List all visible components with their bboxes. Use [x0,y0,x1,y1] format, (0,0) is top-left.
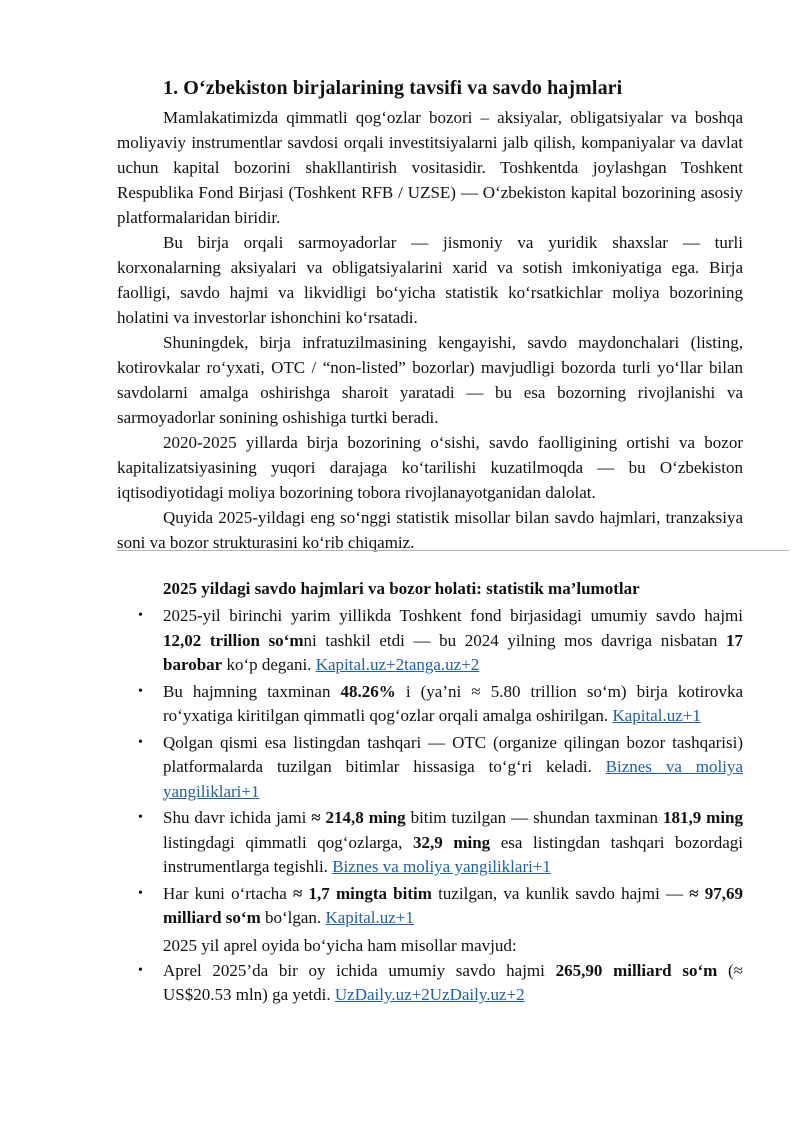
source-link[interactable]: Biznes va moliya yangiliklari+1 [163,757,743,801]
item-text: i (ya’ni ≈ 5.80 trillion so‘m) birja kotirovka ro‘yxatiga kiritilgan qimmatli qog‘ozlar orqali amalga oshirilgan. [163,681,743,725]
item-text: bo‘lgan. [260,908,326,927]
source-link[interactable]: UzDaily.uz+2UzDaily.uz+2 [334,985,525,1004]
paragraph: Mamlakatimizda qimmatli qog‘ozlar bozori – aksiyalar, obligatsiyalar va boshqa moliyaviy instrumentlar savdosi orqali investitsiyalarni jalb qilish, kompaniyalar va davlat uchun kapital bozorini shakllantirish vositasidir. Toshkentda joylashgan Toshkent Respublika Fond Birjasi (Toshkent RFB / UZSE) — O‘zbekiston kapital bozorining asosiy platformalaridan biridir. [117,108,743,227]
item-emphasis: 32,9 ming [413,832,491,852]
statistics-title: 2025 yildagi savdo hajmlari va bozor holati: statistik ma’lumotlar [163,579,640,598]
paragraph: Quyida 2025-yildagi eng so‘nggi statistik misollar bilan savdo hajmlari, tranzaksiya soni va bozor strukturasini ko‘rib chiqamiz. [117,508,743,552]
intro-section [117,74,743,555]
april-list [117,959,743,1008]
item-text: esa listingdan tashqari bozordagi instrumentlarga tegishli. [163,832,743,876]
bullet-icon: • [138,734,143,750]
item-text: ni tashkil etdi — bu 2024 yilning mos davriga nisbatan [303,630,726,650]
item-text: tuzilgan, va kunlik savdo hajmi — [431,883,690,903]
bullet-icon: • [138,683,143,699]
paragraph: Bu birja orqali sarmoyadorlar — jismoniy va yuridik shaxslar — turli korxonalarning aksiyalari va obligatsiyalarini xarid va sotish imkoniyatiga ega. Birja faolligi, savdo hajmi va likvidligi bo‘yicha statistik ko‘rsatkichlar moliya bozorining holatini va investorlar ishonchini ko‘rsatadi. [117,233,743,327]
item-text: (≈ US$20.53 mln) ga yetdi. [163,960,743,1004]
bullet-icon: • [138,608,143,623]
item-text: Shu davr ichida jami [163,808,312,827]
paragraph: Shuningdek, birja infratuzilmasining kengayishi, savdo maydonchalari (listing, kotirovkalar ro‘yxati, OTC / “non-listed” bozorlar) mavjudligi bozorda turli yo‘llar bilan savdolarni amalga oshirishga sharoit yaratadi — bu esa bozorning rivojlanishi va sarmoyadorlar sonining oshishiga turtki beradi. [117,333,743,427]
item-text: Qolgan qismi esa listingdan tashqari — OTC (organize qilingan bozor tashqarisi) platformalarda tuzilgan bitimlar hissasiga to‘g‘ri keladi. [163,732,743,776]
source-link[interactable]: Kapital.uz+2tanga.uz+2 [315,655,480,674]
statistics-list [117,604,743,931]
item-emphasis: 48.26% [340,681,396,701]
item-emphasis: 12,02 trillion so‘m [163,630,304,650]
paragraph: 2020-2025 yillarda birja bozorining o‘sishi, savdo faolligining ortishi va bozor kapitalizatsiyasining yuqori darajaga ko‘tarilishi kuzatilmoqda — bu O‘zbekiston iqtisodiyotidagi moliya bozorining tobora rivojlanayotganidan dalolat. [117,433,743,502]
source-link[interactable]: Kapital.uz+1 [612,706,701,725]
item-emphasis: ≈ 1,7 mingta bitim [293,883,432,903]
list-item [117,731,743,805]
item-text: Aprel 2025’da bir oy ichida umumiy savdo hajmi [163,960,556,980]
item-text: 2025-yil birinchi yarim yillikda Toshkent fond birjasidagi umumiy savdo hajmi [163,606,743,625]
list-item [117,680,743,729]
item-emphasis: 181,9 ming [662,808,744,827]
item-emphasis: 17 barobar [163,630,743,674]
item-text: bitim tuzilgan — shundan taxminan [405,808,663,827]
bullet-icon: • [138,885,143,901]
bullet-icon: • [138,810,143,825]
april-intro: 2025 yil aprel oyida bo‘yicha ham misollar mavjud: [163,935,517,955]
list-item [117,959,743,1008]
bullet-icon: • [138,962,143,978]
item-emphasis: ≈ 214,8 ming [311,808,406,827]
item-text: Bu hajmning taxminan [163,681,341,701]
item-text: ko‘p degani. [222,655,316,674]
section-heading: 1. O‘zbekiston birjalarining tavsifi va savdo hajmlari [163,77,623,99]
item-text: Har kuni o‘rtacha [163,883,293,903]
source-link[interactable]: Kapital.uz+1 [325,908,414,927]
item-text: listingdagi qimmatli qog‘ozlarga, [163,832,413,852]
item-emphasis: ≈ 97,69 milliard so‘m [163,883,743,927]
list-item [117,882,743,931]
item-emphasis: 265,90 milliard so‘m [555,960,718,980]
list-item [117,604,743,678]
source-link[interactable]: Biznes va moliya yangiliklari+1 [332,857,551,876]
statistics-section [117,576,743,1010]
horizontal-divider [117,550,789,551]
list-item [117,806,743,880]
